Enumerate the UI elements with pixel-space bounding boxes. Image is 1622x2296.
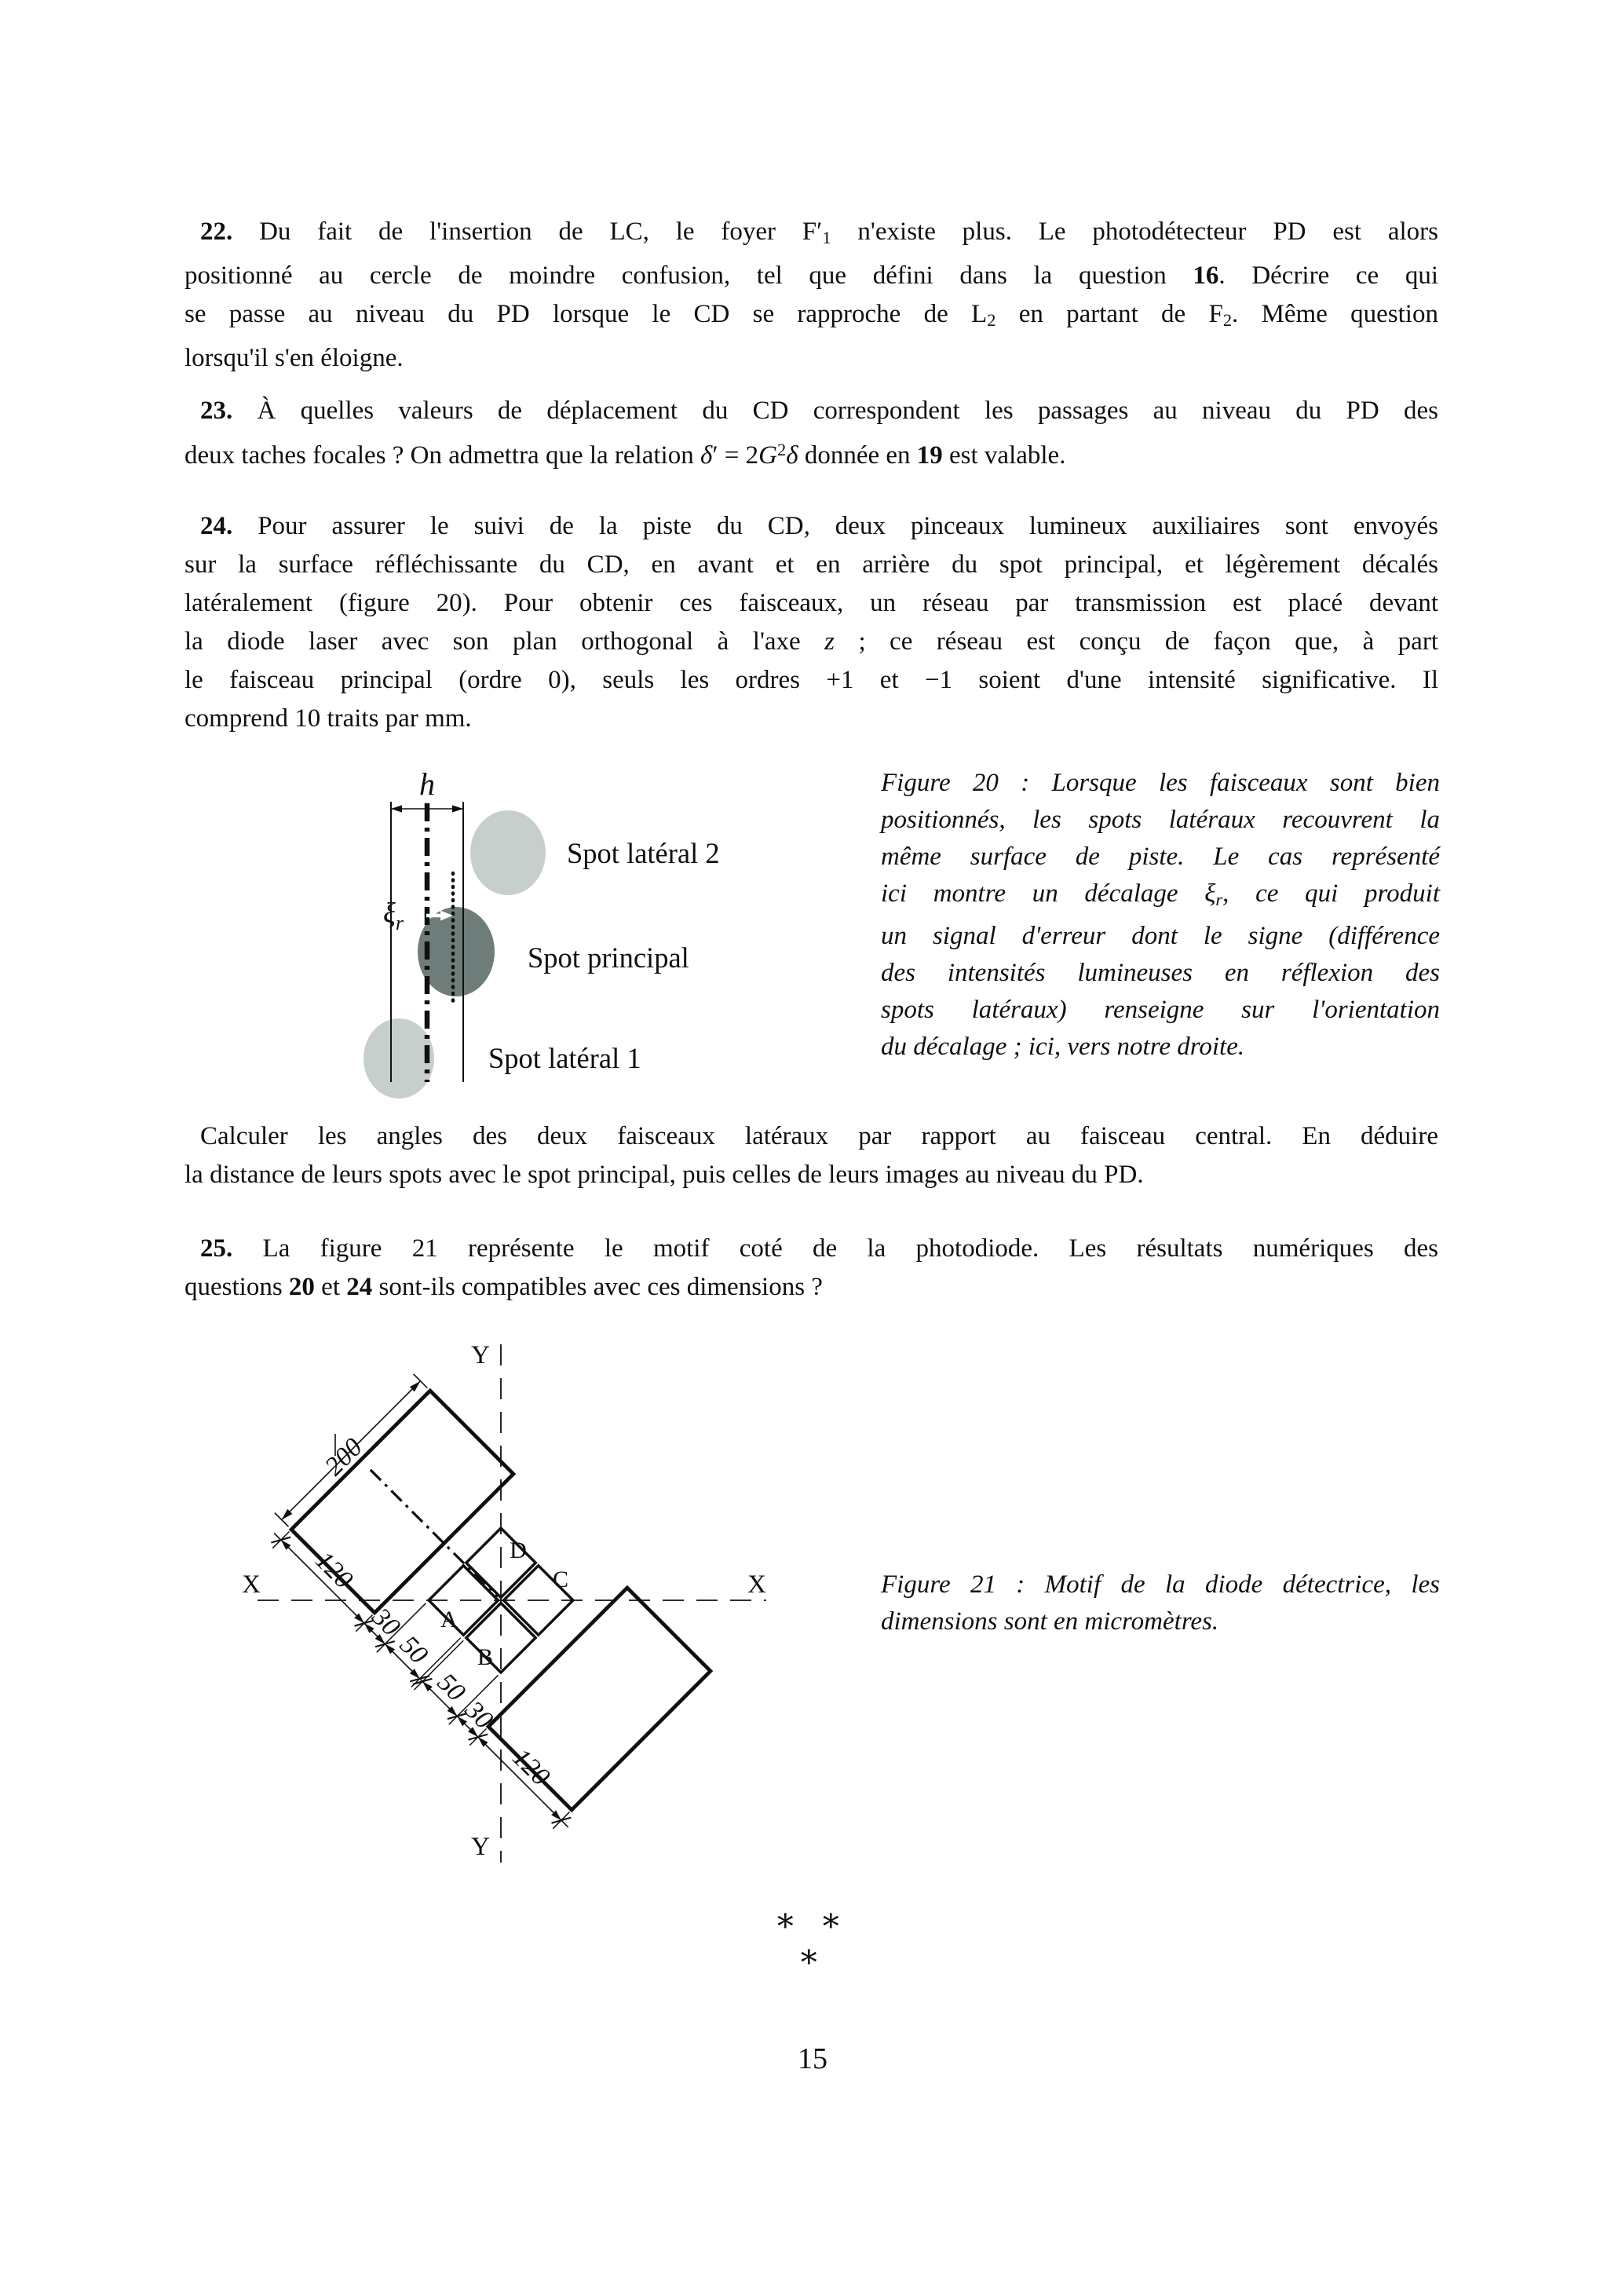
y-axis-label-top: Y — [471, 1341, 490, 1369]
dim-200-label: 200 — [319, 1432, 368, 1482]
text-line: sur la surface réfléchissante du CD, en avant et en arrière du spot principal, et légèrement décalés — [184, 550, 1438, 579]
dim-chain-line — [274, 1533, 568, 1827]
text-line: du décalage ; ici, vers notre droite. — [881, 1032, 1245, 1061]
text-line: positionné au cercle de moindre confusion, tel que défini dans la question 16. Décrire ce qui — [184, 261, 1438, 290]
text-line: se passe au niveau du PD lorsque le CD se rapproche de $L_2$ en partant de $F_2$. Même question — [184, 299, 1438, 330]
spot-lateral-2-label: Spot latéral 2 — [567, 837, 720, 869]
xi-offset-label: $\xi_r$ — [383, 898, 404, 934]
footer-asterisk: ∗ — [774, 1903, 797, 1939]
track-dashdot-centerline — [371, 1470, 498, 1597]
text-line: la distance de leurs spots avec le spot principal, puis celles de leurs images au niveau du PD. — [184, 1161, 1144, 1189]
text-line: latéralement (figure 20). Pour obtenir ces faisceaux, un réseau par transmission est placé devant — [184, 589, 1438, 617]
text-line: deux taches focales ? On admettra que la relation $\delta' = 2G^2\delta$ donnée en 19 est valable. — [184, 440, 1066, 470]
text-line: même surface de piste. Le cas représenté — [881, 843, 1440, 871]
dim-50-right-label: 50 — [431, 1668, 471, 1708]
dim-120-left-label: 120 — [309, 1545, 359, 1595]
text-line: Calculer les angles des deux faisceaux latéraux par rapport au faisceau central. En déduire — [200, 1122, 1438, 1150]
spot-lateral-1-shape — [363, 1018, 434, 1099]
figure-20-caption — [881, 765, 1440, 1066]
dim-50-left-label: 50 — [393, 1630, 433, 1670]
text-line: spots latéraux) renseigne sur l'orientation — [881, 995, 1440, 1024]
text-line: lorsqu'il s'en éloigne. — [184, 343, 404, 372]
footer-asterisk: ∗ — [820, 1903, 842, 1939]
paragraph-calculer — [184, 1117, 1438, 1194]
text-line: le faisceau principal (ordre 0), seuls les ordres +1 et −1 soient d'une intensité significative. Il — [184, 666, 1438, 694]
text-line: des intensités lumineuses en réflexion des — [881, 958, 1440, 987]
dim-30-right-label: 30 — [459, 1695, 499, 1735]
quadrant-d-label: D — [510, 1537, 527, 1563]
text-line: positionnés, les spots latéraux recouvrent la — [881, 806, 1440, 834]
quadrant-b-label: B — [477, 1644, 494, 1670]
dim-120-right-label: 120 — [506, 1742, 556, 1792]
figure-21-caption — [881, 1567, 1440, 1640]
x-axis-label-left: X — [242, 1570, 261, 1599]
y-axis-label-bottom: Y — [471, 1833, 490, 1861]
h-arrow-right — [452, 805, 463, 812]
spot-lateral-1-label: Spot latéral 1 — [488, 1042, 641, 1074]
text-line: ici montre un décalage $\xi_r$, ce qui produit — [881, 879, 1440, 909]
paragraph-question-24 — [184, 507, 1438, 738]
spot-principal-label: Spot principal — [528, 941, 689, 974]
text-line: la diode laser avec son plan orthogonal à l'axe z ; ce réseau est conçu de façon que, à part — [184, 627, 1438, 656]
paragraph-question-23 — [184, 392, 1438, 475]
spot-lateral-2-shape — [470, 810, 546, 895]
text-line: 25. La figure 21 représente le motif coté de la photodiode. Les résultats numériques des — [200, 1234, 1438, 1263]
text-line: un signal d'erreur dont le signe (différence — [881, 921, 1440, 950]
figure-21-diagram — [236, 1319, 785, 1892]
text-line: Figure 20 : Lorsque les faisceaux sont bien — [881, 769, 1440, 797]
paragraph-question-22 — [184, 213, 1438, 378]
footer-asterisk: ∗ — [798, 1939, 820, 1975]
figure-20-diagram — [345, 754, 864, 1112]
text-line: 22. Du fait de l'insertion de LC, le foyer $F'_1$ n'existe plus. Le photodétecteur PD est alors — [200, 218, 1438, 247]
dim-30-left-label: 30 — [366, 1602, 406, 1642]
h-arrow-left — [391, 805, 402, 812]
text-line: Figure 21 : Motif de la diode détectrice, les — [881, 1570, 1440, 1599]
text-line: comprend 10 traits par mm. — [184, 704, 472, 733]
x-axis-label-right: X — [747, 1570, 766, 1599]
quadrant-c-label: C — [552, 1567, 569, 1592]
page-number: 15 — [798, 2042, 827, 2075]
text-line: dimensions sont en micromètres. — [881, 1607, 1219, 1636]
text-line: 24. Pour assurer le suivi de la piste du CD, deux pinceaux lumineux auxiliaires sont envoyés — [200, 512, 1438, 540]
quadrant-a-label: A — [440, 1607, 458, 1632]
paragraph-question-25 — [184, 1230, 1438, 1307]
text-line: 23. À quelles valeurs de déplacement du CD correspondent les passages au niveau du PD des — [200, 397, 1438, 425]
text-line: questions 20 et 24 sont-ils compatibles avec ces dimensions ? — [184, 1273, 823, 1301]
h-dim-label: h — [419, 766, 435, 802]
